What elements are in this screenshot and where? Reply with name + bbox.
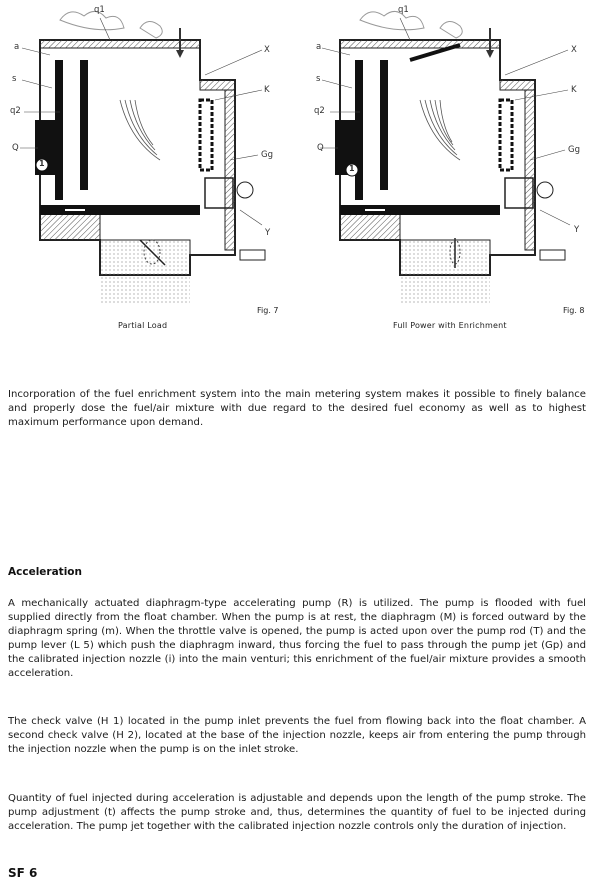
intro-paragraph: Incorporation of the fuel enrichment system into the main metering system makes it possible to finely balance and properly dose the fuel/air mixture with due regard to the desired fuel economy as well as to highest maximum performance upon demand.: [8, 389, 586, 428]
page-number: SF 6: [8, 866, 38, 880]
label-Y: Y: [265, 228, 271, 238]
paragraph-3: Quantity of fuel injected during acceleration is adjustable and depends upon the length of the pump stroke. The pump adjustment (t) affects the pump stroke and, thus, determines the quantity of fuel to be injected during acceleration. The pump jet together with the calibrated injection nozzle controls only the duration of injection.: [8, 793, 586, 832]
figure-8: [300, 0, 591, 340]
label-circled-1: 1: [349, 164, 355, 173]
carburetor-diagram-full-power: [300, 0, 591, 340]
label-s: s: [12, 74, 17, 84]
label-Y: Y: [574, 225, 580, 235]
label-Gg: Gg: [261, 150, 273, 160]
figure-caption: Partial Load: [118, 321, 168, 330]
figure-number: Fig. 7: [257, 306, 279, 315]
label-q1: q1: [94, 5, 105, 15]
figure-number: Fig. 8: [563, 306, 585, 315]
label-X: X: [264, 45, 270, 55]
label-a: a: [316, 42, 322, 52]
figure-caption: Full Power with Enrichment: [393, 321, 507, 330]
section-heading: Acceleration: [8, 566, 82, 578]
label-q2: q2: [314, 106, 325, 116]
label-q2: q2: [10, 106, 21, 116]
figure-7: [0, 0, 291, 340]
label-s: s: [316, 74, 321, 84]
label-K: K: [264, 85, 270, 95]
carburetor-diagram-partial-load: [0, 0, 291, 340]
paragraph-2: The check valve (H 1) located in the pump inlet prevents the fuel from flowing back into the float chamber. A second check valve (H 2), located at the base of the injection nozzle, keeps air from entering the pump through the injection nozzle when the pump is on the inlet stroke.: [8, 716, 586, 755]
paragraph-1: A mechanically actuated diaphragm-type accelerating pump (R) is utilized. The pump is flooded with fuel supplied directly from the float chamber. When the pump is at rest, the diaphragm (M) is forced outward by the diaphragm spring (m). When the throttle valve is opened, the pump is acted upon over the pump rod (T) and the pump lever (L 5) which push the diaphragm inward, thus forcing the fuel to pass through the pump jet (Gp) and the calibrated injection nozzle (i) into the main venturi; this enrichment of the fuel/air mixture provides a smooth acceleration.: [8, 598, 586, 679]
label-X: X: [571, 45, 577, 55]
label-Q: Q: [317, 143, 324, 153]
label-K: K: [571, 85, 577, 95]
label-circled-1: 1: [39, 159, 45, 168]
label-Q: Q: [12, 143, 19, 153]
label-a: a: [14, 42, 20, 52]
label-Gg: Gg: [568, 145, 580, 155]
label-q1: q1: [398, 5, 409, 15]
